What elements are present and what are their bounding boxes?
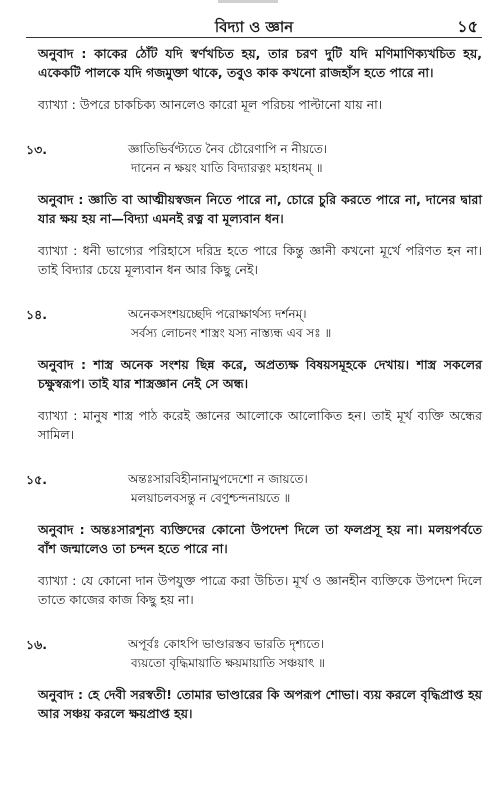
block-prev <box>26 44 482 114</box>
verse-number: ১৫. <box>26 472 47 487</box>
shloka-14 <box>26 305 482 444</box>
translation-text: অনুবাদ : হে দেবী সরস্বতী! তোমার ভাণ্ডারের কি অপরূপ শোভা। ব্যয় করলে বৃদ্ধিপ্রাপ্ত হয় আর সঞ্চয় করলে ক্ষয়প্রাপ্ত হয়। <box>38 687 482 721</box>
explanation-text: ব্যাখ্যা : উপরে চাকচিক্য আনলেও কারো মূল পরিচয় পাল্টানো যায় না। <box>38 97 383 112</box>
verse-line-2: মলয়াচলবসন্তু ন বেণুশ্চন্দনায়তে ॥ <box>131 491 291 505</box>
verse <box>26 470 482 508</box>
verse-line-1: অনেকসংশয়চ্ছেদি পরোক্ষার্থস্য দর্শনম্। <box>128 307 307 321</box>
explanation-text: ব্যাখ্যা : ধনী ভাগ্যের পরিহাসে দরিদ্র হতে পারে কিন্তু জ্ঞানী কখনো মূর্খে পরিণত হন না। তাই বিদ্যার চেয়ে মূল্যবান ধন আর কিছু নেই। <box>38 243 482 277</box>
verse <box>26 305 482 343</box>
header-rule <box>26 37 482 38</box>
page-number: ১৫ <box>457 17 478 36</box>
verse-line-2: ব্যয়তো বৃদ্ধিমায়াতি ক্ষয়মায়াতি সঞ্চয়াৎ ॥ <box>131 656 325 670</box>
verse-line-1: জ্ঞাতিভির্বণ্ট্যতে নৈব চৌরেণাপি ন নীয়তে। <box>128 142 328 156</box>
explanation-text: ব্যাখ্যা : যে কোনো দান উপযুক্ত পাত্রে করা উচিত। মূর্খ ও জ্ঞানহীন ব্যক্তিকে উপদেশ দিলে তাতে কাজের কাজ কিছু হয় না। <box>38 573 482 607</box>
verse-line-1: অন্তঃসারবিহীনানামুপদেশো ন জায়তে। <box>128 472 308 486</box>
verse-line-2: দানেন ন ক্ষয়ং যাতি বিদ্যারত্নং মহাধনম্ ॥ <box>131 161 323 175</box>
explanation-text: ব্যাখ্যা : মানুষ শাস্ত্র পাঠ করেই জ্ঞানের আলোকে আলোকিত হন। তাই মূর্খ ব্যক্তি অন্ধের সামিল। <box>38 408 482 442</box>
verse-number: ১৬. <box>26 637 47 652</box>
running-title: বিদ্যা ও জ্ঞান <box>214 18 294 36</box>
page-header <box>26 0 482 40</box>
verse-line-2: সর্বস্য লোচনং শাস্ত্রং যস্য নাস্ত্যন্ধ এব সঃ ॥ <box>131 326 332 340</box>
verse-line-1: অপূর্বঃ কোঽপি ভাণ্ডারস্তব ভারতি দৃশ্যতে। <box>128 637 325 651</box>
translation-text: অনুবাদ : কাকের ঠোঁট যদি স্বর্ণখচিত হয়, তার চরণ দুটি যদি মণিমাণিক্যখচিত হয়, একেকটি পালকে যদি গজমুক্তা থাকে, তবুও কাক কখনো রাজহাঁস হতে পারে না। <box>38 46 482 80</box>
verse <box>26 140 482 178</box>
verse-number: ১৩. <box>26 142 47 157</box>
shloka-13 <box>26 140 482 279</box>
verse <box>26 635 482 673</box>
shloka-16 <box>26 635 482 723</box>
translation-text: অনুবাদ : অন্তঃসারশূন্য ব্যক্তিদের কোনো উপদেশ দিলে তা ফলপ্রসূ হয় না। মলয়পর্বতে বাঁশ জন্মালেও তা চন্দন হতে পারে না। <box>38 522 482 556</box>
verse-number: ১৪. <box>26 307 47 322</box>
translation-text: অনুবাদ : শাস্ত্র অনেক সংশয় ছিন্ন করে, অপ্রত্যক্ষ বিষয়সমূহকে দেখায়। শাস্ত্র সকলের চক্ষুস্বরূপ। তাই যার শাস্ত্রজ্ঞান নেই সে অন্ধ। <box>38 357 482 391</box>
shloka-15 <box>26 470 482 609</box>
translation-text: অনুবাদ : জ্ঞাতি বা আত্মীয়স্বজন নিতে পারে না, চোরে চুরি করতে পারে না, দানের দ্বারা যার ক্ষয় হয় না—বিদ্যা এমনই রত্ন বা মূল্যবান ধন। <box>38 192 482 226</box>
